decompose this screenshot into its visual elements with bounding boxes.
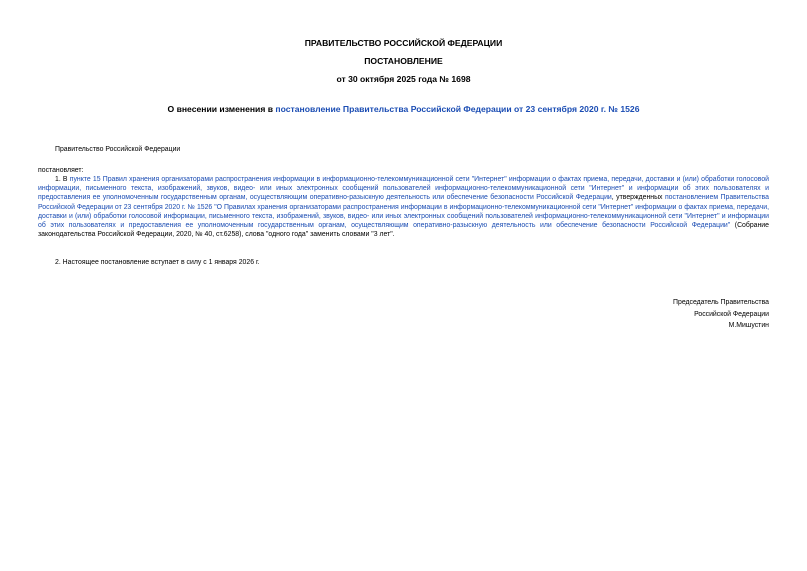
date-number-heading: от 30 октября 2025 года № 1698 xyxy=(336,74,471,84)
paragraph-1-start: 1. В xyxy=(55,176,70,183)
paragraph-2: 2. Настоящее постановление вступает в силу с 1 января 2026 г. xyxy=(55,259,260,266)
decree-word: постановляет: xyxy=(38,167,84,174)
signatory-position-line-1: Председатель Правительства xyxy=(673,299,769,306)
issuer-heading: ПРАВИТЕЛЬСТВО РОССИЙСКОЙ ФЕДЕРАЦИИ xyxy=(304,38,503,48)
subject-link[interactable]: постановление Правительства Российской Федерации от 23 сентября 2020 г. № 1526 xyxy=(275,104,640,114)
document-subject xyxy=(0,104,807,115)
paragraph-1 xyxy=(38,175,769,239)
subject-prefix: О внесении изменения в xyxy=(167,104,276,114)
paragraph-1-end: (Собрание законодательства Российской Федерации, 2020, № 40, ст.6258), слова "одного года" заменить словами "3 лет". xyxy=(38,222,769,239)
rules-clause-link[interactable]: пункте 15 Правил хранения организаторами распространения информации в информационно-телекоммуникационной сети "Интернет" информации о фактах приема, передачи, доставки и (или) обработки голосовой информации, письменного текста, изображений, звуков, видео- или иных электронных сообщений пользователей информационно-телекоммуникационной сети "Интернет" и информации об этих пользователях и предоставления ее уполномоченным государственным органам, осуществляющим оперативно-разыскную деятельность или обеспечение безопасности Российской Федерации xyxy=(38,176,770,202)
paragraph-1-mid: , утвержденных xyxy=(611,194,665,202)
signatory-position-line-2: Российской Федерации xyxy=(694,310,769,318)
signatory-name: М.Мишустин xyxy=(728,322,769,329)
intro-line: Правительство Российской Федерации xyxy=(55,146,181,153)
document-type-heading: ПОСТАНОВЛЕНИЕ xyxy=(364,56,443,66)
decree-1526-link[interactable]: постановлением Правительства Российской Федерации от 23 сентября 2020 г. № 1526 "О Правилах хранения организаторами распространения информации в информационно-телекоммуникационной сети "Интернет" информации о фактах приема, передачи, доставки и (или) обработки голосовой информации, письменного текста, изображений, звуков, видео- или иных электронных сообщений пользователей информационно-телекоммуникационной сети "Интернет" и информации об этих пользователях и предоставления ее уполномоченным государственным органам, осуществляющим оперативно-разыскную деятельность или обеспечение безопасности Российской Федерации" xyxy=(38,194,769,230)
signature-block xyxy=(673,297,769,332)
